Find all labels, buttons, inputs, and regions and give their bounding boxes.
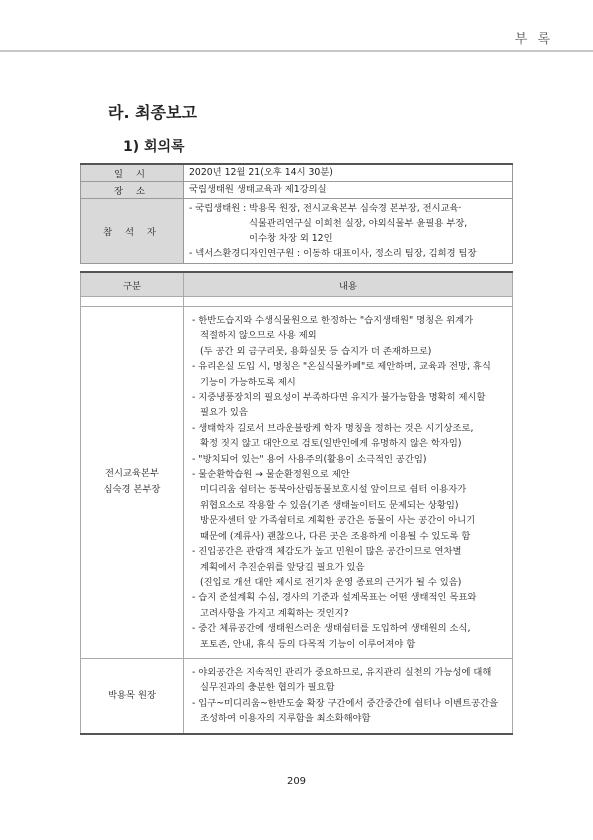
content-line: - 지중냉풍장치의 필요성이 부족하다면 유지가 불가능함을 명확히 제시할: [192, 392, 486, 404]
content-line: - 습지 준설계획 수심, 경사의 기준과 설계목표는 어떤 생태적인 목표와: [192, 592, 477, 604]
content-line: 고려사항을 가지고 계획하는 것인지?: [200, 607, 349, 619]
page-number: 209: [286, 776, 307, 787]
content-line: - 유리온실 도입 시, 명칭은 "온실식물카페"로 제안하며, 교육과 전망, 휴식: [192, 361, 491, 373]
speaker-name: 박용목 원장: [108, 689, 156, 701]
content-cell: [184, 658, 513, 733]
date-value: 2020년 12월 21(오후 14시 30분): [184, 164, 513, 182]
attendee-line: - 넥서스환경디자인연구원 : 이동하 대표이사, 정소리 팀장, 김희경 팀장: [189, 248, 477, 259]
content-line: - 야외공간은 지속적인 관리가 중요하므로, 유지관리 실천의 가능성에 대해: [192, 666, 492, 678]
speaker-cell: [81, 658, 184, 733]
attendees-label: 참 석 자: [81, 199, 184, 264]
content-line: - 생태학자 길로서 브라운블랑케 학자 명칭을 정하는 것은 시기상조로,: [192, 422, 474, 434]
content-line: 조성하여 이용자의 지루함을 최소화해야함: [200, 713, 371, 725]
attendee-line: - 국립생태원 : 박용목 원장, 전시교육본부 심숙경 본부장, 전시교육·: [189, 203, 462, 214]
place-label: 장 소: [81, 182, 184, 199]
place-value: 국립생태원 생태교육과 제1강의실: [184, 182, 513, 199]
minutes-row: [81, 307, 513, 659]
content-line: (두 공간 외 금구리못, 용화실못 등 습지가 더 존재하므로): [200, 345, 432, 357]
content-cell: [184, 307, 513, 659]
content-line: 기능이 가능하도록 제시: [200, 376, 296, 388]
content-line: 계획에서 추진순위를 앞당길 필요가 있음: [200, 561, 365, 573]
attendee-line: 이수창 차장 외 12인: [249, 233, 333, 244]
date-row: [81, 164, 513, 182]
attendees-row: [81, 199, 513, 264]
content-line: 필요가 있음: [200, 407, 248, 419]
attendees-value: [184, 199, 513, 264]
attendee-line: 식물관리연구실 이희천 실장, 야외식물부 윤필용 부장,: [249, 218, 468, 229]
speaker-name: 전시교육본부: [105, 468, 159, 480]
content-line: 위협요소로 작용할 수 있음(기존 생태놀이터도 문제되는 상황임): [200, 499, 459, 511]
speaker-column-header: 구분: [81, 272, 184, 297]
speaker-title: 심숙경 본부장: [103, 484, 161, 496]
minutes-row: [81, 658, 513, 733]
content-line: 적절하지 않으므로 사용 제외: [200, 330, 317, 342]
content-column-header: 내용: [184, 272, 513, 297]
header-rule: [0, 50, 593, 52]
content-line: - 물순환학습원 → 물순환정원으로 제안: [192, 469, 350, 481]
content-line: (진입로 개선 대안 제시로 전기차 운영 종료의 근거가 될 수 있음): [200, 576, 462, 588]
content-line: 확정 짓지 않고 대안으로 검토(일반인에게 유명하지 않은 학자임): [200, 438, 462, 450]
place-row: [81, 182, 513, 199]
minutes-table: [80, 271, 513, 735]
content-line: - 중간 체류공간에 생태원스러운 생태쉼터를 도입하여 생태원의 소식,: [192, 623, 471, 635]
content-line: - 입구~미디리움~한반도숲 확장 구간에서 중간중간에 쉼터나 이벤트공간을: [192, 697, 499, 709]
subsection-title: 1) 회의록: [123, 139, 185, 155]
speaker-cell: [81, 307, 184, 659]
content-line: - 한반도습지와 수생식물원으로 한정하는 "습지생태원" 명칭은 위계가: [192, 315, 474, 326]
meeting-info-table: [80, 163, 513, 264]
content-line: - 진입공간은 관람객 체감도가 높고 민원이 많은 공간이므로 연차별: [192, 546, 462, 558]
content-line: 방문자센터 앞 가족쉼터로 계획한 공간은 동물이 사는 공간이 아니기: [200, 515, 476, 527]
content-line: 미디리움 쉼터는 동북아산림동물보호시설 앞이므로 쉼터 이용자가: [200, 484, 467, 496]
minutes-header-row: [81, 272, 513, 297]
date-label: 일 시: [81, 164, 184, 182]
section-title: 라. 최종보고: [108, 103, 197, 122]
content-line: 포토존, 안내, 휴식 등의 다목적 기능이 이루어져야 함: [200, 638, 416, 650]
content-line: 실무진과의 충분한 협의가 필요함: [200, 682, 335, 694]
content-line: - "방치되어 있는" 용어 사용주의(활용이 소극적인 공간임): [192, 453, 427, 465]
appendix-header: 부 록: [514, 32, 553, 47]
spacer-row: [81, 297, 513, 307]
content-line: 때문에 (계류사) 괜찮으나, 다른 곳은 조용하게 이용될 수 있도록 함: [200, 530, 471, 542]
